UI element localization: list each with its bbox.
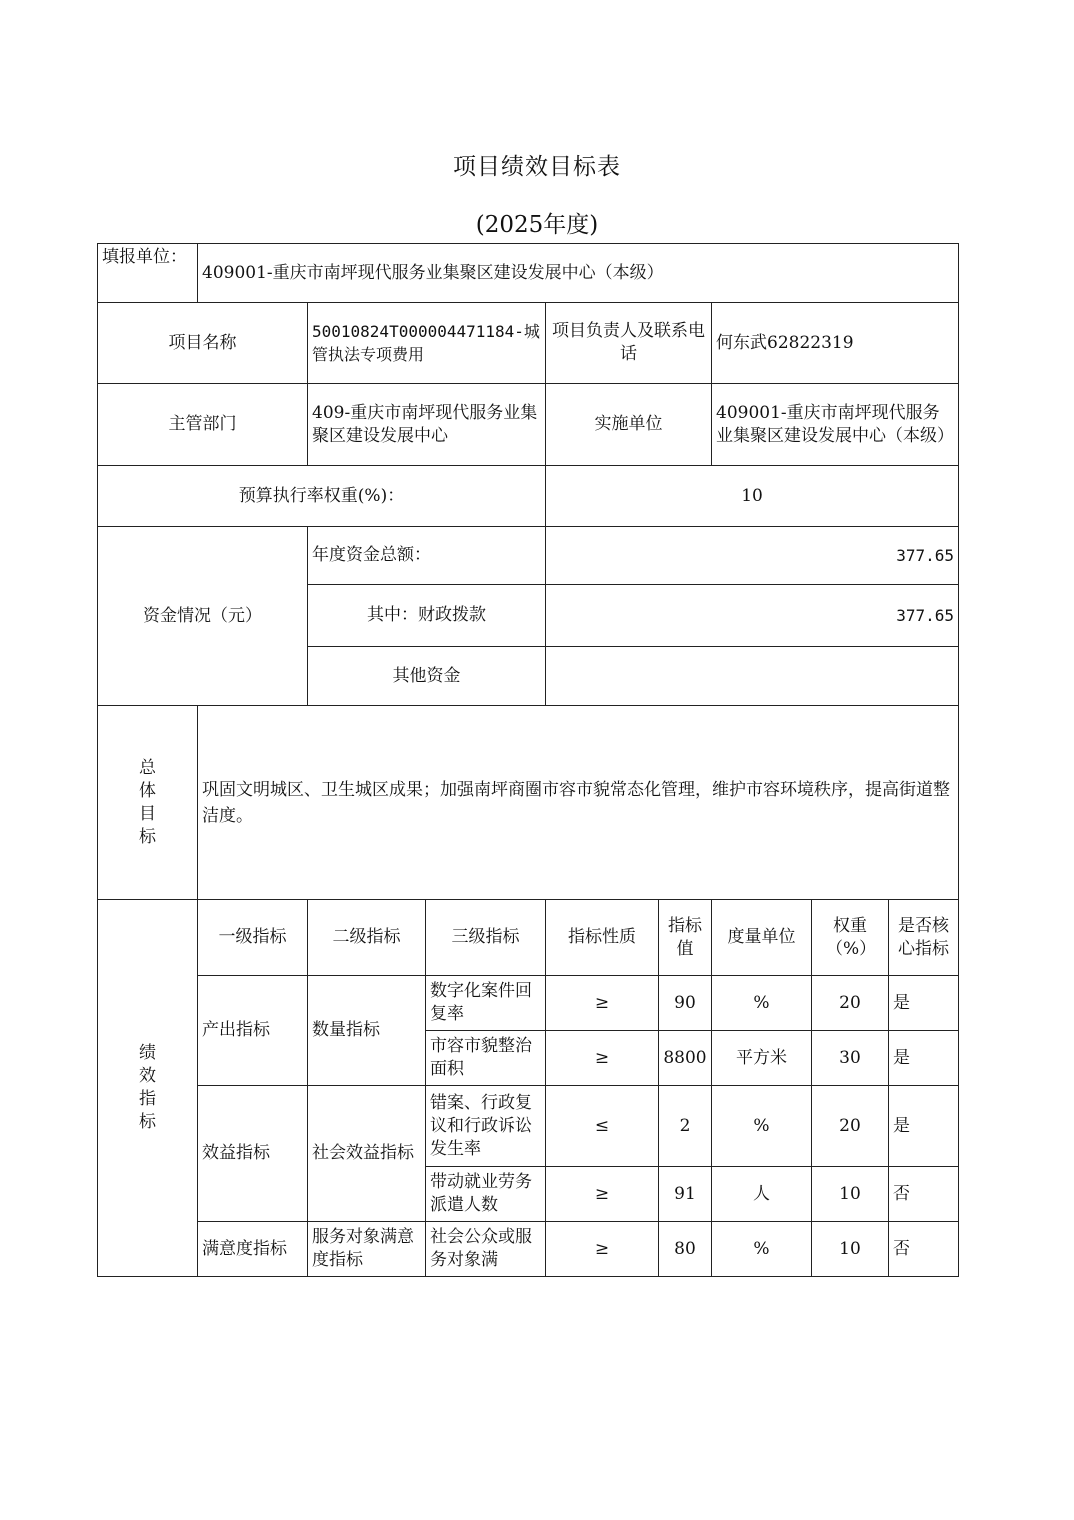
- indicator-nature: ≤: [546, 1086, 659, 1167]
- budget-rate-value: 10: [546, 466, 959, 527]
- fiscal-value: 377.65: [546, 585, 959, 647]
- indicator-value: 90: [659, 976, 712, 1031]
- overall-goal-label: 总 体 目 标: [98, 706, 198, 900]
- header-unit: 度量单位: [712, 900, 812, 976]
- indicator-weight: 10: [812, 1222, 889, 1277]
- other-funds-label: 其他资金: [308, 647, 546, 706]
- contact-value: 何东武62822319: [712, 303, 959, 384]
- indicator-core: 是: [889, 1086, 959, 1167]
- indicator-core: 是: [889, 1031, 959, 1086]
- performance-goal-table: [97, 243, 959, 1277]
- funds-label: 资金情况（元）: [98, 527, 308, 706]
- indicator-core: 是: [889, 976, 959, 1031]
- header-weight: 权重（%）: [812, 900, 889, 976]
- reporting-unit-value: 409001-重庆市南坪现代服务业集聚区建设发展中心（本级）: [198, 244, 959, 303]
- impl-label: 实施单位: [546, 384, 712, 466]
- project-name-value: 50010824T000004471184-城管执法专项费用: [308, 303, 546, 384]
- project-name-label: 项目名称: [98, 303, 308, 384]
- annual-total-label: 年度资金总额：: [308, 527, 546, 585]
- indicator-level3: 带动就业劳务派遣人数: [426, 1167, 546, 1222]
- header-value: 指标值: [659, 900, 712, 976]
- indicator-weight: 30: [812, 1031, 889, 1086]
- indicator-unit: 平方米: [712, 1031, 812, 1086]
- indicator-value: 80: [659, 1222, 712, 1277]
- indicator-nature: ≥: [546, 1031, 659, 1086]
- indicator-unit: %: [712, 976, 812, 1031]
- indicator-value: 8800: [659, 1031, 712, 1086]
- indicator-nature: ≥: [546, 976, 659, 1031]
- indicator-unit: 人: [712, 1167, 812, 1222]
- indicator-level3: 市容市貌整治面积: [426, 1031, 546, 1086]
- header-level3: 三级指标: [426, 900, 546, 976]
- budget-rate-label: 预算执行率权重(%)：: [98, 466, 546, 527]
- indicator-core: 否: [889, 1222, 959, 1277]
- page-subtitle-year: (2025年度): [475, 212, 599, 238]
- indicator-value: 2: [659, 1086, 712, 1167]
- group2-level1: 效益指标: [198, 1086, 308, 1222]
- group3-level1: 满意度指标: [198, 1222, 308, 1277]
- reporting-unit-label: 填报单位：: [98, 244, 198, 303]
- header-level1: 一级指标: [198, 900, 308, 976]
- dept-value: 409-重庆市南坪现代服务业集聚区建设发展中心: [308, 384, 546, 466]
- group1-level1: 产出指标: [198, 976, 308, 1086]
- dept-label: 主管部门: [98, 384, 308, 466]
- other-funds-value: [546, 647, 959, 706]
- indicator-unit: %: [712, 1086, 812, 1167]
- header-nature: 指标性质: [546, 900, 659, 976]
- fiscal-label: 其中：财政拨款: [308, 585, 546, 647]
- indicator-weight: 20: [812, 1086, 889, 1167]
- annual-total-value: 377.65: [546, 527, 959, 585]
- performance-indicators-label: 绩 效 指 标: [98, 900, 198, 1277]
- indicator-level3: 社会公众或服务对象满: [426, 1222, 546, 1277]
- contact-label: 项目负责人及联系电话: [546, 303, 712, 384]
- indicator-core: 否: [889, 1167, 959, 1222]
- impl-value: 409001-重庆市南坪现代服务业集聚区建设发展中心（本级）: [712, 384, 959, 466]
- indicator-level3: 错案、行政复议和行政诉讼发生率: [426, 1086, 546, 1167]
- indicator-value: 91: [659, 1167, 712, 1222]
- indicator-weight: 20: [812, 976, 889, 1031]
- indicator-nature: ≥: [546, 1167, 659, 1222]
- page-title: 项目绩效目标表: [453, 154, 621, 180]
- group1-level2: 数量指标: [308, 976, 426, 1086]
- header-core: 是否核心指标: [889, 900, 959, 976]
- group3-level2: 服务对象满意度指标: [308, 1222, 426, 1277]
- indicator-unit: %: [712, 1222, 812, 1277]
- header-level2: 二级指标: [308, 900, 426, 976]
- indicator-nature: ≥: [546, 1222, 659, 1277]
- indicator-weight: 10: [812, 1167, 889, 1222]
- indicator-level3: 数字化案件回复率: [426, 976, 546, 1031]
- overall-goal-text: 巩固文明城区、卫生城区成果；加强南坪商圈市容市貌常态化管理，维护市容环境秩序，提高街道整洁度。: [198, 706, 959, 900]
- group2-level2: 社会效益指标: [308, 1086, 426, 1222]
